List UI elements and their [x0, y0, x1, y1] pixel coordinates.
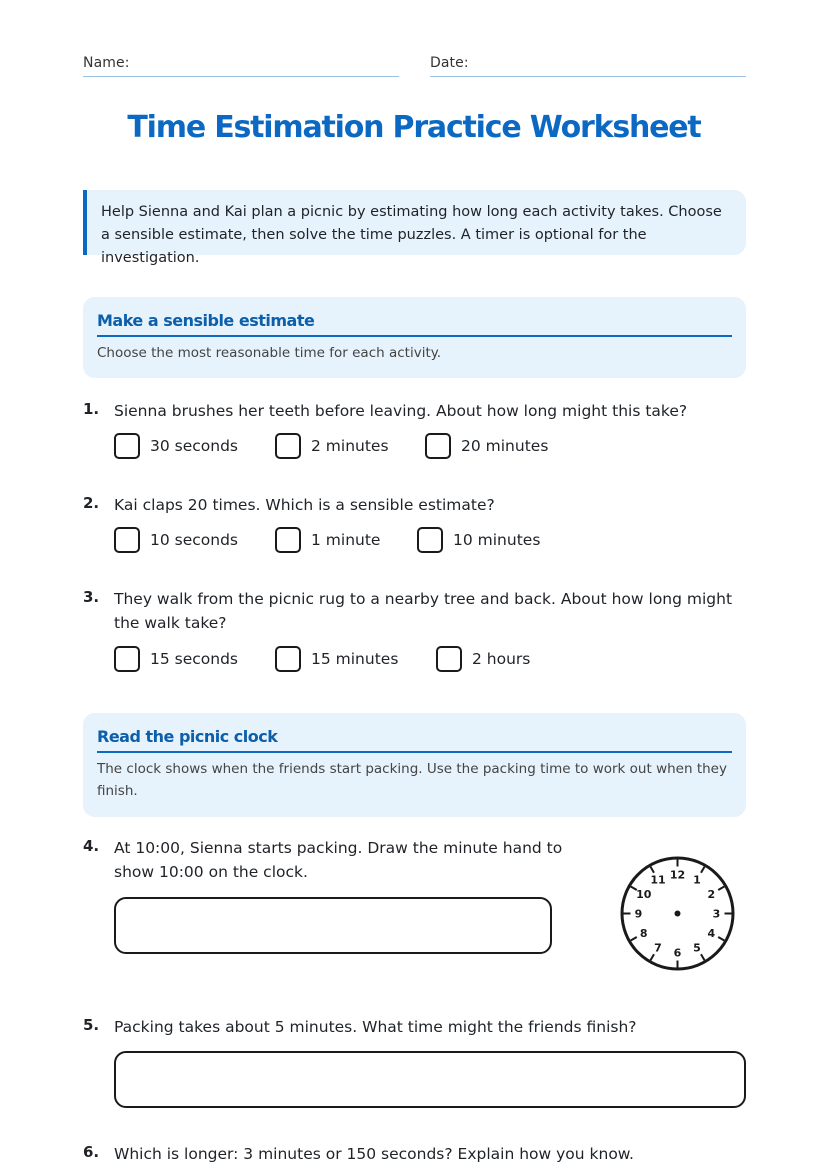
name-label: Name:	[83, 55, 130, 71]
answer-option[interactable]	[275, 527, 380, 553]
option-label: 1 minute	[311, 531, 381, 549]
option-label: 30 seconds	[150, 437, 239, 455]
clock-number: 11	[650, 873, 666, 887]
checkbox[interactable]	[114, 433, 140, 459]
question-number: 5.	[83, 1016, 100, 1034]
question-text: Which is longer: 3 minutes or 150 seconds? Explain how you know.	[114, 1145, 634, 1163]
question-text: At 10:00, Sienna starts packing. Draw the minute hand to show 10:00 on the clock.	[114, 839, 563, 881]
answer-box[interactable]	[114, 897, 552, 954]
section-clock	[83, 713, 746, 817]
question-number: 4.	[83, 837, 100, 855]
checkbox[interactable]	[417, 527, 443, 553]
option-label: 2 hours	[472, 650, 531, 668]
clock-number: 7	[654, 941, 662, 955]
option-label: 20 minutes	[461, 437, 549, 455]
question-text: Sienna brushes her teeth before leaving. About how long might this take?	[114, 402, 688, 420]
intro-box: Help Sienna and Kai plan a picnic by estimating how long each activity takes. Choose a sensible estimate, then solve the time puzzles. A timer is optional for the investigation.	[83, 190, 746, 255]
question-number: 2.	[83, 494, 100, 512]
checkbox[interactable]	[275, 433, 301, 459]
answer-option[interactable]	[275, 433, 389, 459]
question-text: Packing takes about 5 minutes. What time might the friends finish?	[114, 1018, 637, 1036]
answer-option[interactable]	[114, 646, 238, 672]
answer-box[interactable]	[114, 1051, 746, 1108]
clock-number: 3	[712, 907, 721, 921]
date-label: Date:	[430, 55, 469, 71]
date-field[interactable]	[430, 52, 746, 77]
clock-number: 6	[673, 946, 682, 960]
clock-number: 5	[693, 941, 701, 955]
question-number: 3.	[83, 588, 100, 606]
clock-number: 12	[669, 868, 686, 882]
analog-clock[interactable]	[619, 855, 736, 972]
section-title: Read the picnic clock	[97, 727, 732, 753]
clock-number: 9	[634, 907, 643, 921]
clock-number: 4	[707, 927, 716, 940]
option-label: 15 seconds	[150, 650, 239, 668]
answer-option[interactable]	[425, 433, 548, 459]
section-description: Choose the most reasonable time for each activity.	[97, 345, 442, 361]
name-field[interactable]	[83, 52, 399, 77]
question-number: 6.	[83, 1143, 100, 1161]
checkbox[interactable]	[425, 433, 451, 459]
option-label: 2 minutes	[311, 437, 389, 455]
section-description: The clock shows when the friends start packing. Use the packing time to work out when they finish.	[97, 761, 727, 799]
checkbox[interactable]	[436, 646, 462, 672]
answer-option[interactable]	[417, 527, 540, 553]
question-number: 1.	[83, 400, 100, 418]
option-label: 15 minutes	[311, 650, 399, 668]
checkbox[interactable]	[275, 527, 301, 553]
option-label: 10 seconds	[150, 531, 239, 549]
clock-number: 1	[693, 873, 701, 887]
checkbox[interactable]	[114, 527, 140, 553]
section-estimate	[83, 297, 746, 378]
section-title: Make a sensible estimate	[97, 311, 732, 337]
answer-option[interactable]	[114, 433, 238, 459]
clock-number: 8	[639, 927, 648, 940]
option-label: 10 minutes	[453, 531, 541, 549]
page-title: Time Estimation Practice Worksheet	[127, 110, 701, 145]
question-text: Kai claps 20 times. Which is a sensible estimate?	[114, 496, 495, 514]
answer-option[interactable]	[275, 646, 398, 672]
checkbox[interactable]	[275, 646, 301, 672]
checkbox[interactable]	[114, 646, 140, 672]
answer-option[interactable]	[436, 646, 530, 672]
question-text: They walk from the picnic rug to a nearby tree and back. About how long might the walk take?	[114, 590, 733, 632]
answer-option[interactable]	[114, 527, 238, 553]
clock-number: 2	[707, 888, 716, 901]
clock-center	[675, 911, 681, 917]
clock-number: 10	[636, 888, 652, 901]
